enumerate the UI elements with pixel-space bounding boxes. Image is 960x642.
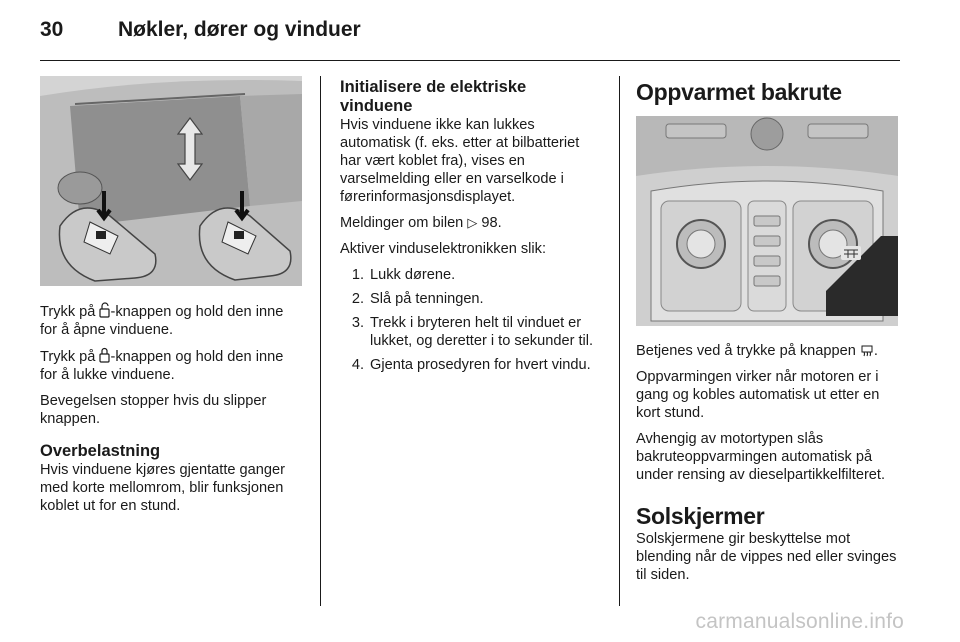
unlock-icon [99, 302, 110, 318]
column-1 [40, 76, 302, 523]
page-header [40, 18, 920, 48]
heading-heated-rear-window: Oppvarmet bakrute [636, 79, 842, 105]
paragraph-heated-diesel: Avhengig av motortypen slås bakruteoppvarmingen automatisk på under rensing av dieselpartikkelfilteret. [636, 431, 886, 483]
paragraph-activate-electronics: Aktiver vinduselektronikken slik: [340, 241, 547, 257]
climate-control-panel-drawing [636, 116, 898, 326]
watermark: carmanualsonline.info [695, 610, 904, 633]
heading-initialise-windows: Initialisere de elektriske vinduene [340, 78, 527, 115]
list-item: 3. Trekk i bryteren helt til vinduet er lukket, og deretter i to sekunder til. [351, 315, 594, 349]
rear-window-heating-button-icon [841, 246, 861, 260]
page-title: Nøkler, dører og vinduer [118, 18, 361, 41]
heated-rear-window-icon [860, 343, 874, 357]
column-3 [636, 78, 904, 592]
paragraph-sun-visors: Solskjermene gir beskyttelse mot blending når de vippes ned eller svinges til siden. [636, 531, 897, 583]
lock-icon [99, 347, 110, 363]
paragraph-open-windows: Trykk på -knappen og hold den inne for å åpne vinduene. [40, 304, 284, 338]
steps-list [340, 266, 602, 374]
paragraph-initialise-intro: Hvis vinduene ikke kan lukkes automatisk (f. eks. etter at bilbatteriet har vært koblet fra), vises en varselmelding eller en varselkode i førerinformasjonsdisplayet. [340, 117, 580, 205]
page-reference-icon: ▷ [467, 215, 478, 230]
climate-panel-illustration [636, 116, 898, 326]
paragraph-close-windows: Trykk på -knappen og hold den inne for å lukke vinduene. [40, 349, 284, 383]
paragraph-heated-auto-off: Oppvarmingen virker når motoren er i gang og kobles automatisk ut etter en kort stund. [636, 369, 880, 421]
car-door-key-drawing [40, 76, 302, 286]
paragraph-stop-movement: Bevegelsen stopper hvis du slipper knappen. [40, 393, 267, 427]
page-number: 30 [40, 18, 64, 41]
list-item: 1. Lukk dørene. [351, 267, 456, 283]
paragraph-overload: Hvis vinduene kjøres gjentatte ganger med korte mellomrom, blir funksjonen koblet ut for en stund. [40, 462, 285, 514]
header-rule [40, 60, 900, 61]
list-item: 2. Slå på tenningen. [351, 291, 484, 307]
paragraph-heated-operation: Betjenes ved å trykke på knappen . [636, 343, 878, 359]
heading-sun-visors: Solskjermer [636, 503, 765, 529]
paragraph-vehicle-messages: Meldinger om bilen ▷ 98. [340, 215, 502, 231]
column-divider-left [320, 76, 321, 606]
column-divider-right [619, 76, 620, 606]
window-key-illustration [40, 76, 302, 286]
list-item: 4. Gjenta prosedyren for hvert vindu. [351, 357, 591, 373]
heading-overload: Overbelastning [40, 442, 161, 460]
column-2 [340, 78, 602, 380]
